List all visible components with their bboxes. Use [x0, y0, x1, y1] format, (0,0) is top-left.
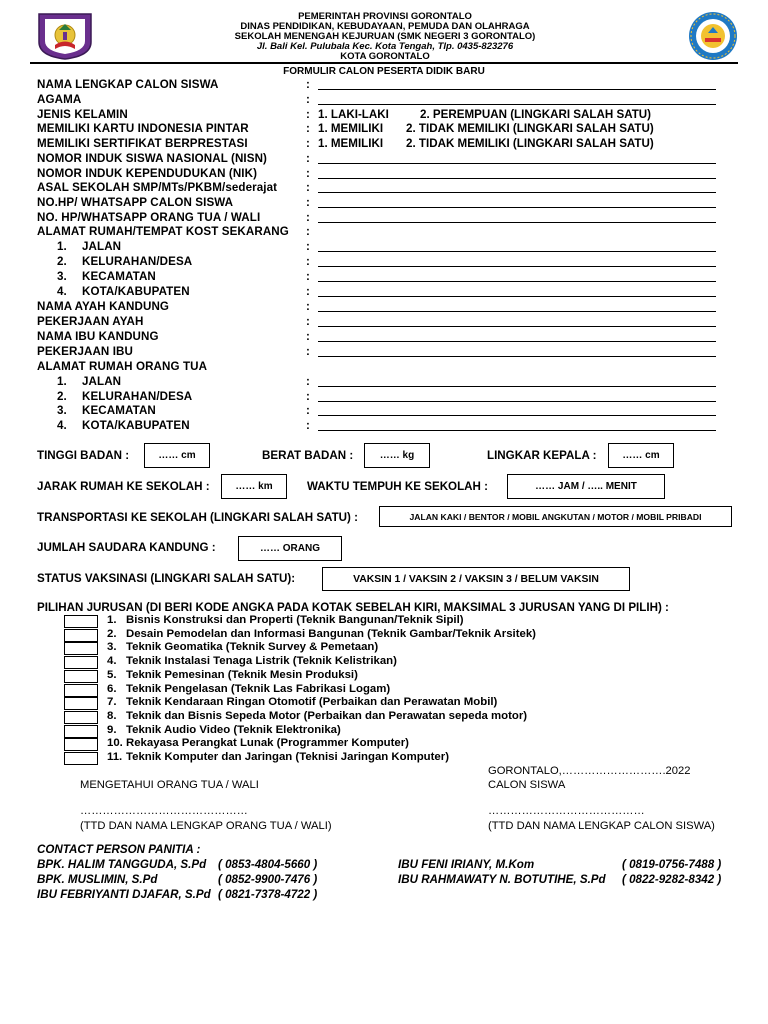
jurusan-item: [107, 710, 527, 722]
label-pekerjaan-ibu: PEKERJAAN IBU: [37, 345, 133, 358]
place-date: GORONTALO,……………………….2022: [488, 765, 691, 777]
jurusan-item: [107, 641, 378, 653]
input-line-ortu-jalan[interactable]: [318, 386, 716, 387]
signature-title-student: CALON SISWA: [488, 779, 566, 791]
jurusan-number: 1.: [107, 614, 117, 626]
label-pekerjaan-ayah: PEKERJAAN AYAH: [37, 315, 144, 328]
colon: :: [306, 300, 310, 313]
jurusan-item: [107, 655, 397, 667]
input-line-agama[interactable]: [318, 104, 716, 105]
jurusan-number: 2.: [107, 627, 117, 640]
jurusan-code-box[interactable]: [64, 656, 98, 669]
address-number: 2.: [57, 390, 67, 403]
letterhead: [130, 12, 640, 62]
options-jenis-kelamin[interactable]: [318, 108, 652, 121]
colon: :: [306, 225, 310, 238]
label-alamat-rumah: ALAMAT RUMAH/TEMPAT KOST SEKARANG: [37, 225, 289, 238]
jurusan-number: 5.: [107, 668, 117, 681]
label-alamat-ortu: ALAMAT RUMAH ORANG TUA: [37, 360, 208, 373]
colon: :: [306, 390, 310, 403]
address-number: 4.: [57, 285, 67, 298]
jurusan-item: [107, 669, 358, 681]
colon: :: [306, 196, 310, 209]
jurusan-number: 4.: [107, 655, 117, 668]
option-memiliki[interactable]: 1. MEMILIKI: [318, 122, 384, 135]
jurusan-item: [107, 751, 449, 763]
address-label: KOTA/KABUPATEN: [82, 285, 190, 298]
option-memiliki[interactable]: 1. MEMILIKI: [318, 137, 384, 150]
colon: :: [306, 108, 310, 121]
jurusan-label: Teknik Pemesinan (Teknik Mesin Produksi): [126, 668, 358, 681]
jurusan-number: 3.: [107, 641, 117, 654]
box-lingkar-kepala[interactable]: …… cm: [608, 443, 674, 468]
colon: :: [306, 211, 310, 224]
box-tinggi-badan[interactable]: …… cm: [144, 443, 210, 468]
box-status-vaksinasi[interactable]: VAKSIN 1 / VAKSIN 2 / VAKSIN 3 / BELUM VAKSIN: [322, 567, 630, 591]
jurusan-label: Rekayasa Perangkat Lunak (Programmer Komputer): [126, 737, 409, 750]
contact-phone[interactable]: ( 0852-9900-7476 ): [218, 873, 318, 886]
address-number: 4.: [57, 419, 67, 432]
jurusan-code-box[interactable]: [64, 629, 98, 642]
jurusan-number: 7.: [107, 696, 117, 709]
signature-line-student[interactable]: ……………………………………: [488, 805, 645, 817]
contact-phone[interactable]: ( 0819-0756-7488 ): [622, 858, 722, 871]
colon: :: [306, 137, 310, 150]
colon: :: [306, 315, 310, 328]
label-sertifikat: MEMILIKI SERTIFIKAT BERPRESTASI: [37, 137, 248, 150]
address-label: KELURAHAN/DESA: [82, 390, 193, 403]
input-line-nama-ibu[interactable]: [318, 341, 716, 342]
jurusan-item: [107, 737, 409, 749]
header-line-4: Jl. Bali Kel. Pulubala Kec. Kota Tengah, Tlp. 0435-823276: [256, 41, 514, 52]
address-label: JALAN: [82, 240, 122, 253]
label-jarak-rumah: JARAK RUMAH KE SEKOLAH :: [37, 480, 210, 493]
label-asal-sekolah: ASAL SEKOLAH SMP/MTs/PKBM/sederajat: [37, 181, 278, 194]
label-nama-ayah: NAMA AYAH KANDUNG: [37, 300, 170, 313]
input-line-kecamatan[interactable]: [318, 281, 716, 282]
input-line-ortu-kelurahan[interactable]: [318, 401, 716, 402]
label-nisn: NOMOR INDUK SISWA NASIONAL (NISN): [37, 152, 268, 165]
signature-caption-student: (TTD DAN NAMA LENGKAP CALON SISWA): [488, 820, 715, 832]
jurusan-label: Teknik Kendaraan Ringan Otomotif (Perbaikan dan Perawatan Mobil): [126, 696, 498, 709]
address-item: [57, 285, 190, 298]
jurusan-number: 8.: [107, 709, 117, 722]
address-number: 1.: [57, 375, 67, 388]
address-number: 2.: [57, 255, 67, 268]
colon: :: [306, 78, 310, 91]
address-number: 3.: [57, 270, 67, 283]
colon: :: [306, 330, 310, 343]
box-jarak-rumah[interactable]: …… km: [221, 474, 287, 499]
label-nama: NAMA LENGKAP CALON SISWA: [37, 78, 219, 91]
colon: :: [306, 255, 310, 268]
jurusan-item: [107, 614, 464, 626]
jurusan-label: Teknik Instalasi Tenaga Listrik (Teknik Kelistrikan): [126, 655, 397, 668]
header-line-2: DINAS PENDIDIKAN, KEBUDAYAAN, PEMUDA DAN OLAHRAGA: [240, 21, 530, 32]
options-kip[interactable]: [318, 122, 654, 135]
box-transportasi[interactable]: JALAN KAKI / BENTOR / MOBIL ANGKUTAN / MOTOR / MOBIL PRIBADI: [379, 506, 732, 527]
box-jumlah-saudara[interactable]: …… ORANG: [238, 536, 342, 561]
colon: :: [306, 93, 310, 106]
box-waktu-tempuh[interactable]: …… JAM / ….. MENIT: [507, 474, 665, 499]
signature-line-parent[interactable]: ………………………………………: [80, 805, 248, 817]
colon: :: [306, 345, 310, 358]
jurusan-label: Bisnis Konstruksi dan Properti (Teknik Bangunan/Teknik Sipil): [126, 614, 464, 626]
signature-caption-parent: (TTD DAN NAMA LENGKAP ORANG TUA / WALI): [80, 820, 332, 832]
jurusan-label: Teknik Geomatika (Teknik Survey & Pemetaan): [126, 641, 379, 654]
input-line-kelurahan[interactable]: [318, 266, 716, 267]
jurusan-label: Teknik Komputer dan Jaringan (Teknisi Jaringan Komputer): [126, 751, 449, 763]
box-berat-badan[interactable]: …… kg: [364, 443, 430, 468]
label-nama-ibu: NAMA IBU KANDUNG: [37, 330, 159, 343]
option-tidak-memiliki[interactable]: 2. TIDAK MEMILIKI (LINGKARI SALAH SATU): [406, 122, 654, 135]
input-line-jalan[interactable]: [318, 251, 716, 252]
label-waktu-tempuh: WAKTU TEMPUH KE SEKOLAH :: [307, 480, 488, 493]
label-hp-ortu: NO. HP/WHATSAPP ORANG TUA / WALI: [37, 211, 261, 224]
jurusan-code-box[interactable]: [64, 684, 98, 697]
label-agama: AGAMA: [37, 93, 82, 106]
jurusan-code-box[interactable]: [64, 752, 98, 765]
form-title: FORMULIR CALON PESERTA DIDIK BARU: [283, 66, 485, 77]
jurusan-code-box[interactable]: [64, 725, 98, 738]
label-jenis-kelamin: JENIS KELAMIN: [37, 108, 128, 121]
contact-phone[interactable]: ( 0853-4804-5660 ): [218, 858, 318, 871]
label-tinggi-badan: TINGGI BADAN :: [37, 449, 130, 462]
input-line-nisn[interactable]: [318, 163, 716, 164]
label-status-vaksinasi: STATUS VAKSINASI (LINGKARI SALAH SATU):: [37, 572, 296, 585]
label-berat-badan: BERAT BADAN :: [262, 449, 354, 462]
header-divider: [30, 62, 738, 64]
provincial-crest-logo: [34, 12, 96, 60]
header-line-1: PEMERINTAH PROVINSI GORONTALO: [298, 11, 472, 22]
contact-phone[interactable]: ( 0822-9282-8342 ): [622, 873, 722, 886]
jurusan-code-box[interactable]: [64, 738, 98, 751]
jurusan-number: 9.: [107, 723, 117, 736]
label-kip: MEMILIKI KARTU INDONESIA PINTAR: [37, 122, 249, 135]
address-item: [57, 419, 190, 432]
address-label: KOTA/KABUPATEN: [82, 419, 190, 432]
jurusan-label: Desain Pemodelan dan Informasi Bangunan (Teknik Gambar/Teknik Arsitek): [126, 627, 536, 640]
input-line-nama[interactable]: [318, 89, 716, 90]
signature-title-parent: MENGETAHUI ORANG TUA / WALI: [80, 779, 259, 791]
colon: :: [306, 270, 310, 283]
contact-name: BPK. MUSLIMIN, S.Pd: [37, 873, 158, 886]
jurusan-code-box[interactable]: [64, 642, 98, 655]
colon: :: [306, 167, 310, 180]
jurusan-code-box[interactable]: [64, 711, 98, 724]
label-transportasi: TRANSPORTASI KE SEKOLAH (LINGKARI SALAH SATU) :: [37, 511, 358, 524]
address-item: [57, 404, 156, 417]
colon: :: [306, 181, 310, 194]
jurusan-number: 11.: [107, 751, 123, 763]
input-line-nik[interactable]: [318, 178, 716, 179]
jurusan-label: Teknik Pengelasan (Teknik Las Fabrikasi Logam): [126, 682, 391, 695]
input-line-hp-siswa[interactable]: [318, 207, 716, 208]
contact-name: IBU RAHMAWATY N. BOTUTIHE, S.Pd: [398, 873, 606, 886]
label-nik: NOMOR INDUK KEPENDUDUKAN (NIK): [37, 167, 258, 180]
label-hp-siswa: NO.HP/ WHATSAPP CALON SISWA: [37, 196, 234, 209]
input-line-nama-ayah[interactable]: [318, 311, 716, 312]
colon: :: [306, 240, 310, 253]
label-jumlah-saudara: JUMLAH SAUDARA KANDUNG :: [37, 541, 216, 554]
address-label: KECAMATAN: [82, 404, 156, 417]
jurusan-code-box[interactable]: [64, 670, 98, 683]
colon: :: [306, 285, 310, 298]
jurusan-number: 10.: [107, 737, 123, 750]
address-label: KECAMATAN: [82, 270, 156, 283]
colon: :: [306, 122, 310, 135]
colon: :: [306, 375, 310, 388]
address-number: 3.: [57, 404, 67, 417]
label-lingkar-kepala: LINGKAR KEPALA :: [487, 449, 597, 462]
input-line-ortu-kota[interactable]: [318, 430, 716, 431]
options-sertifikat[interactable]: [318, 137, 654, 150]
input-line-asal-sekolah[interactable]: [318, 192, 716, 193]
address-label: KELURAHAN/DESA: [82, 255, 193, 268]
jurusan-item: [107, 724, 341, 736]
option-laki-laki[interactable]: 1. LAKI-LAKI: [318, 108, 389, 121]
option-perempuan[interactable]: 2. PEREMPUAN (LINGKARI SALAH SATU): [420, 108, 652, 121]
jurusan-label: Teknik Audio Video (Teknik Elektronika): [126, 723, 341, 736]
address-item: [57, 375, 121, 388]
jurusan-heading: PILIHAN JURUSAN (DI BERI KODE ANGKA PADA KOTAK SEBELAH KIRI, MAKSIMAL 3 JURUSAN YANG DI PILIH) :: [37, 601, 669, 614]
contact-phone[interactable]: ( 0821-7378-4722 ): [218, 888, 318, 901]
colon: :: [306, 152, 310, 165]
address-item: [57, 270, 156, 283]
address-number: 1.: [57, 240, 67, 253]
jurusan-item: [107, 696, 497, 708]
jurusan-code-box[interactable]: [64, 697, 98, 710]
input-line-ortu-kecamatan[interactable]: [318, 415, 716, 416]
contact-name: IBU FEBRIYANTI DJAFAR, S.Pd: [37, 888, 211, 901]
input-line-pekerjaan-ayah[interactable]: [318, 326, 716, 327]
input-line-pekerjaan-ibu[interactable]: [318, 356, 716, 357]
input-line-kota[interactable]: [318, 296, 716, 297]
address-label: JALAN: [82, 375, 122, 388]
contact-name: IBU FENI IRIANY, M.Kom: [398, 858, 535, 871]
jurusan-number: 6.: [107, 682, 117, 695]
address-item: [57, 255, 192, 268]
jurusan-item: [107, 628, 536, 640]
colon: :: [306, 404, 310, 417]
contact-heading: CONTACT PERSON PANITIA :: [37, 843, 201, 856]
jurusan-item: [107, 683, 390, 695]
input-line-hp-ortu[interactable]: [318, 222, 716, 223]
contact-name: BPK. HALIM TANGGUDA, S.Pd: [37, 858, 207, 871]
colon: :: [306, 419, 310, 432]
jurusan-code-box[interactable]: [64, 615, 98, 628]
address-item: [57, 390, 192, 403]
header-line-5: KOTA GORONTALO: [340, 51, 430, 62]
school-emblem-logo: [687, 11, 739, 61]
address-item: [57, 240, 121, 253]
jurusan-label: Teknik dan Bisnis Sepeda Motor (Perbaikan dan Perawatan sepeda motor): [126, 709, 528, 722]
header-line-3: SEKOLAH MENENGAH KEJURUAN (SMK NEGERI 3 GORONTALO): [234, 31, 536, 42]
option-tidak-memiliki[interactable]: 2. TIDAK MEMILIKI (LINGKARI SALAH SATU): [406, 137, 654, 150]
